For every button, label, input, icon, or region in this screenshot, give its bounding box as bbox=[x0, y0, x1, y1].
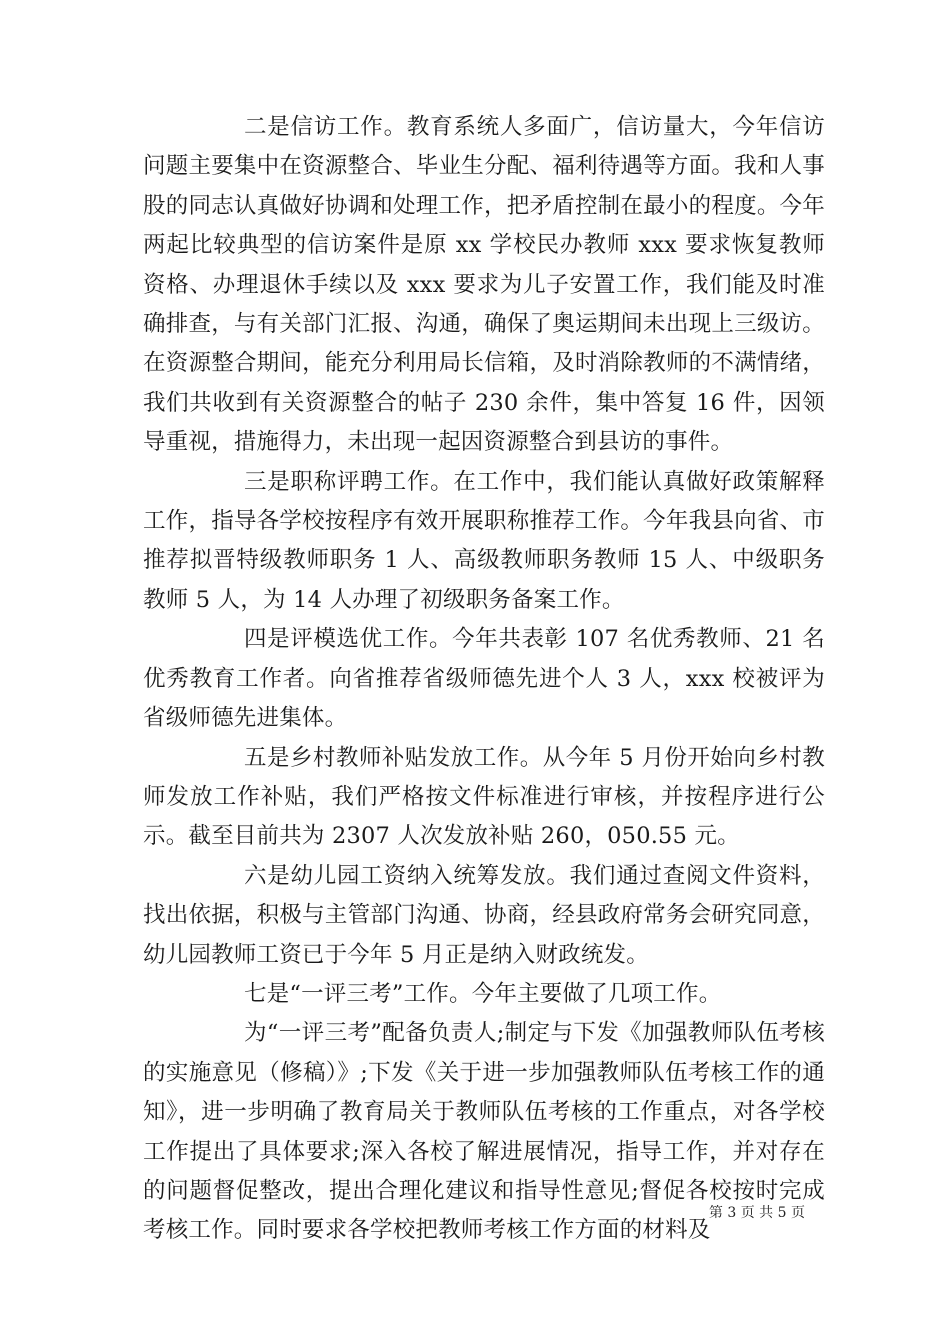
paragraph-kindergarten-salary: 六是幼儿园工资纳入统筹发放。我们通过查阅文件资料，找出依据，积极与主管部门沟通、协商，经县政府常务会研究同意，幼儿园教师工资已于今年 5 月正是纳入财政统发。 bbox=[143, 862, 825, 968]
paragraph-assessment-work: 七是“一评三考”工作。今年主要做了几项工作。 bbox=[244, 980, 722, 1007]
document-body bbox=[143, 108, 825, 1251]
paragraph-model-selection: 四是评模选优工作。今年共表彰 107 名优秀教师、21 名优秀教育工作者。向省推荐省级师德先进个人 3 人，xxx 校被评为省级师德先进集体。 bbox=[143, 626, 825, 732]
paragraph-petition-work: 二是信访工作。教育系统人多面广，信访量大，今年信访问题主要集中在资源整合、毕业生分配、福利待遇等方面。我和人事股的同志认真做好协调和处理工作，把矛盾控制在最小的程度。今年两起比较典型的信访案件是原 xx 学校民办教师 xxx 要求恢复教师资格、办理退休手续以及 xxx 要求为儿子安置工作，我们能及时准确排查，与有关部门汇报、沟通，确保了奥运期间未出现上三级访。在资源整合期间，能充分利用局长信箱，及时消除教师的不满情绪，我们共收到有关资源整合的帖子 230 余件，集中答复 16 件，因领导重视，措施得力，未出现一起因资源整合到县访的事件。 bbox=[143, 114, 825, 456]
paragraph-title-evaluation: 三是职称评聘工作。在工作中，我们能认真做好政策解释工作，指导各学校按程序有效开展职称推荐工作。今年我县向省、市推荐拟晋特级教师职务 1 人、高级教师职务教师 15 人、中级职务教师 5 人，为 14 人办理了初级职务备案工作。 bbox=[143, 468, 825, 613]
paragraph-rural-subsidy: 五是乡村教师补贴发放工作。从今年 5 月份开始向乡村教师发放工作补贴，我们严格按文件标准进行审核，并按程序进行公示。截至目前共为 2307 人次发放补贴 260，050.55 元。 bbox=[143, 744, 825, 850]
page-number-footer: 第 3 页 共 5 页 bbox=[708, 1205, 805, 1221]
paragraph-assessment-details: 为“一评三考”配备负责人;制定与下发《加强教师队伍考核的实施意见（修稿）》;下发《关于进一步加强教师队伍考核工作的通知》，进一步明确了教育局关于教师队伍考核的工作重点，对各学校工作提出了具体要求;深入各校了解进展情况，指导工作，并对存在的问题督促整改，提出合理化建议和指导性意见;督促各校按时完成考核工作。同时要求各学校把教师考核工作方面的材料及 bbox=[143, 1020, 825, 1244]
